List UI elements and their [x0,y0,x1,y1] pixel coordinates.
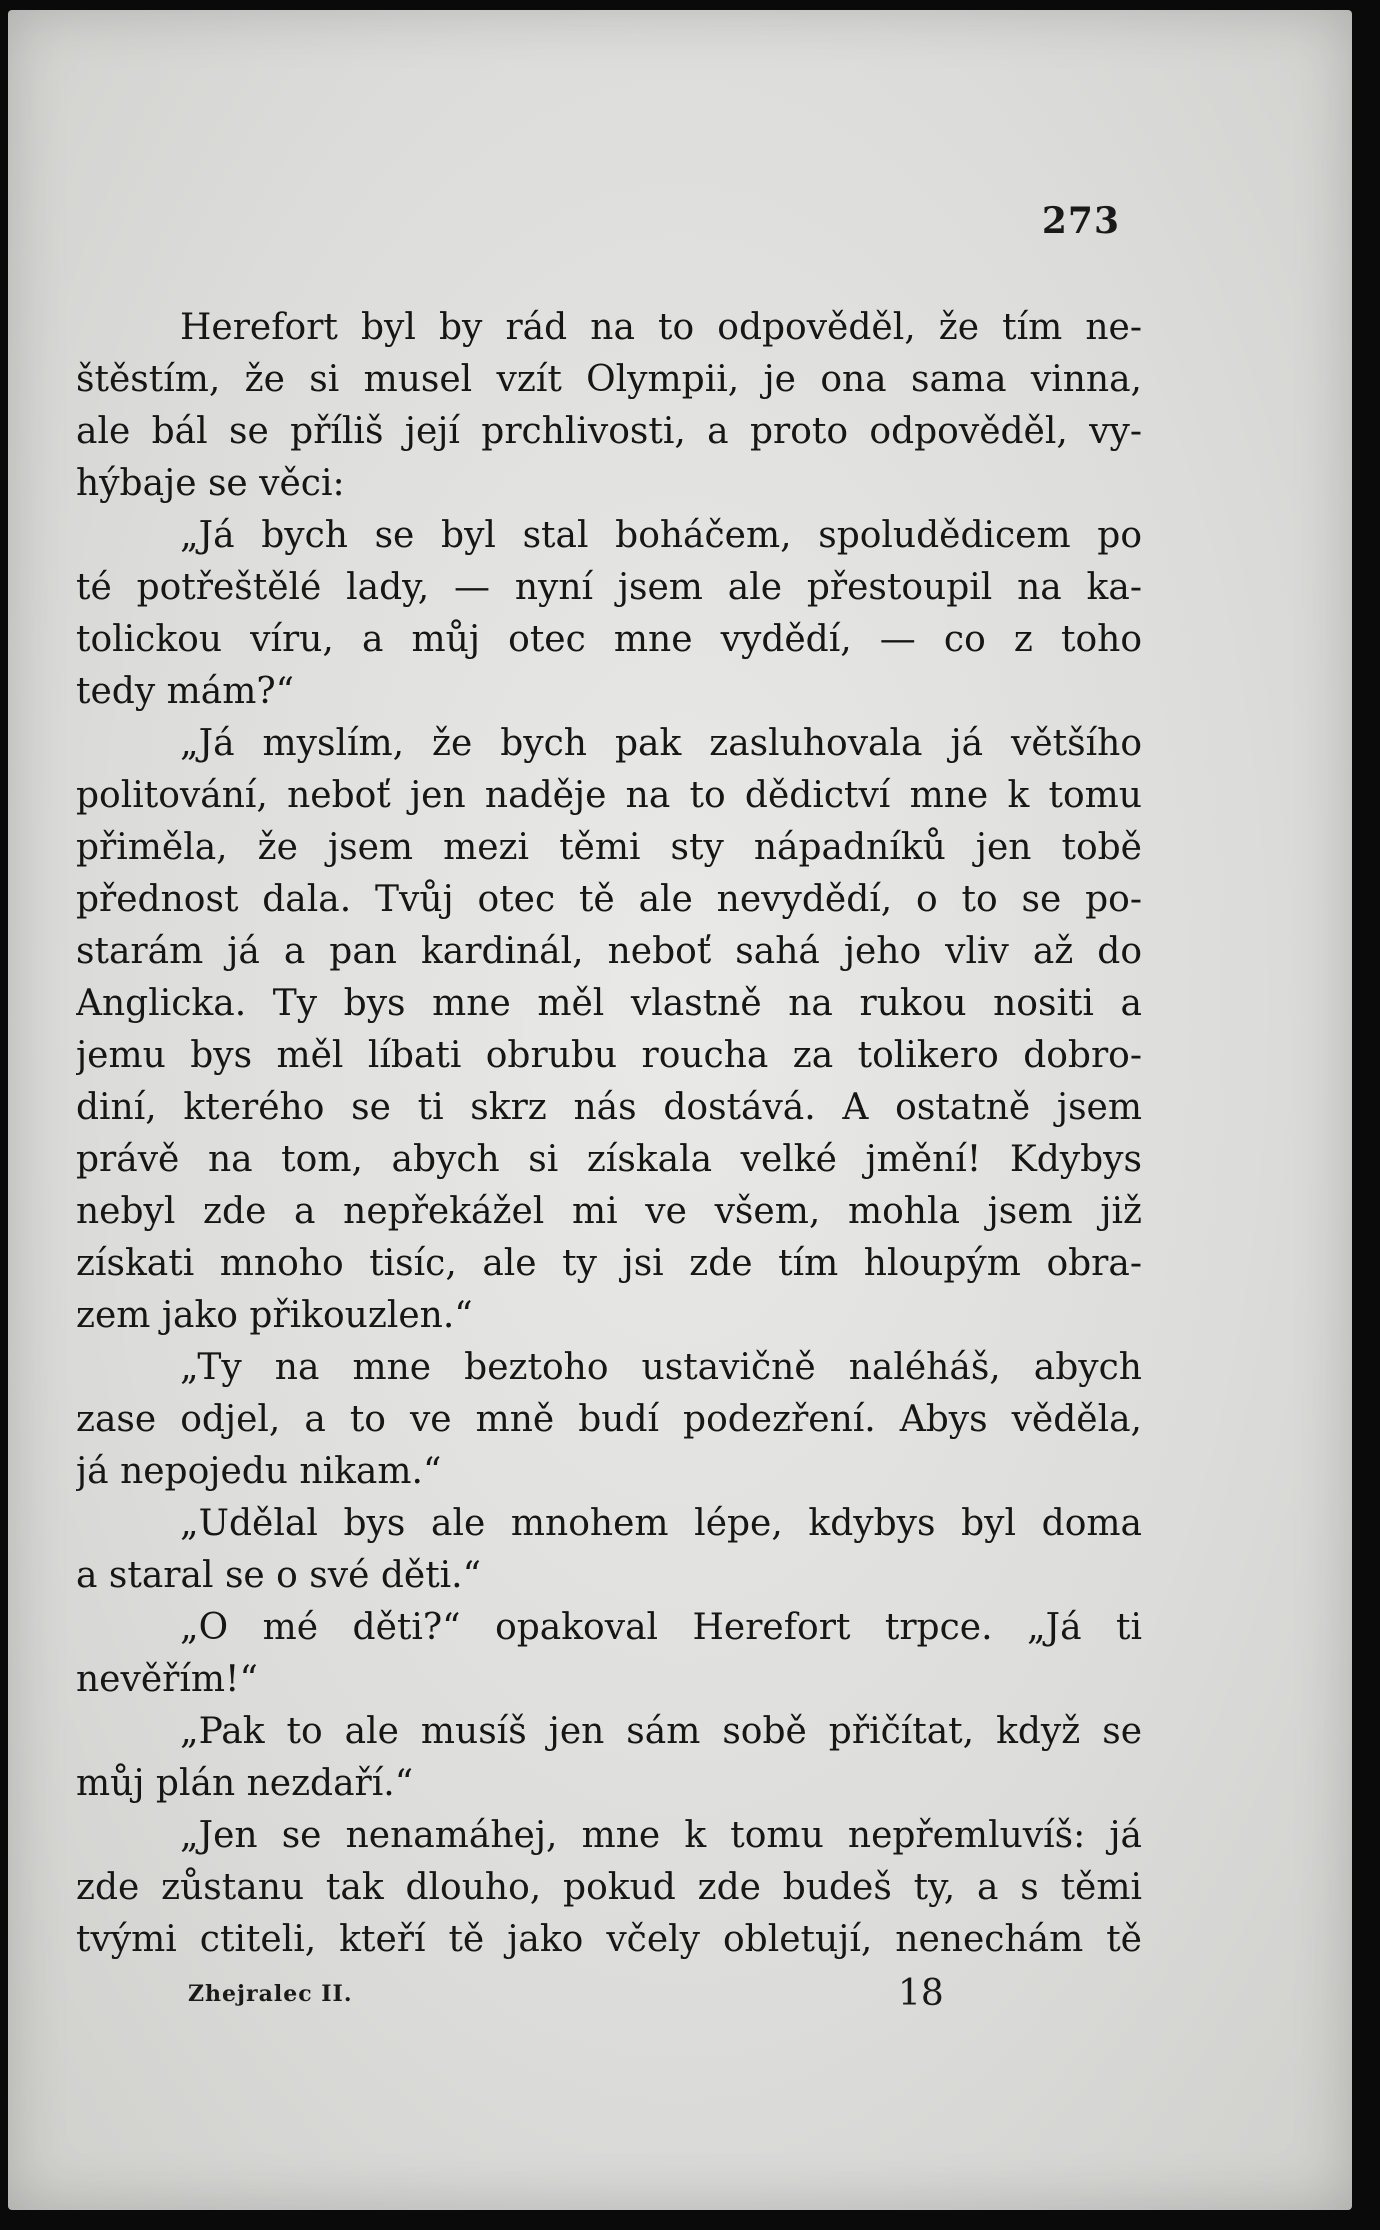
text-line: zase odjel, a to ve mně budí podezření. Abys věděla, [76,1399,1142,1440]
text-line: jemu bys měl líbati obrubu roucha za tolikero dobro- [76,1035,1142,1076]
text-line: starám já a pan kardinál, neboť sahá jeho vliv až do [76,931,1142,972]
text-line: zem jako přikouzlen.“ [76,1295,473,1336]
text-line: „Já bych se byl stal boháčem, spoludědicem po [180,515,1142,556]
sheet-number: 18 [898,1973,944,2014]
text-line: zde zůstanu tak dlouho, pokud zde budeš ty, a s těmi [76,1867,1142,1908]
text-line: „Pak to ale musíš jen sám sobě přičítat, když se [180,1711,1142,1752]
text-line: „O mé děti?“ opakoval Herefort trpce. „Já ti [180,1607,1142,1648]
text-line: já nepojedu nikam.“ [76,1451,442,1492]
text-line: hýbaje se věci: [76,463,345,504]
text-line: získati mnoho tisíc, ale ty jsi zde tím hloupým obra- [76,1243,1142,1284]
text-line: diní, kterého se ti skrz nás dostává. A ostatně jsem [76,1087,1142,1128]
text-line: tedy mám?“ [76,671,295,712]
text-line: a staral se o své děti.“ [76,1555,482,1596]
page-footer [188,1973,944,2023]
text-line: Herefort byl by rád na to odpověděl, že tím ne- [180,307,1142,348]
text-line: té potřeštělé lady, — nyní jsem ale přestoupil na ka- [76,567,1142,608]
text-line: „Já myslím, že bych pak zasluhovala já většího [180,723,1142,764]
text-line: politování, neboť jen naděje na to dědictví mne k tomu [76,775,1142,816]
printer-signature: Zhejralec II. [188,1981,353,2007]
text-line: můj plán nezdaří.“ [76,1763,414,1804]
text-line: štěstím, že si musel vzít Olympii, je ona sama vinna, [76,359,1142,400]
text-line: tvými ctiteli, kteří tě jako včely obletují, nenechám tě [76,1919,1142,1960]
book-page [8,10,1352,2210]
text-line: tolickou víru, a můj otec mne vydědí, — co z toho [76,619,1142,660]
text-line: právě na tom, abych si získala velké jmění! Kdybys [76,1139,1142,1180]
text-line: Anglicka. Ty bys mne měl vlastně na rukou nositi a [76,983,1142,1024]
body-text [76,302,1142,1966]
text-line: přednost dala. Tvůj otec tě ale nevydědí, o to se po- [76,879,1142,920]
text-line: nebyl zde a nepřekážel mi ve všem, mohla jsem již [76,1191,1142,1232]
text-line: přiměla, že jsem mezi těmi sty nápadníků jen tobě [76,827,1142,868]
page-number: 273 [1041,200,1120,242]
text-line: ale bál se příliš její prchlivosti, a proto odpověděl, vy- [76,411,1142,452]
text-line: „Ty na mne beztoho ustavičně naléháš, abych [180,1347,1142,1388]
text-line: „Jen se nenamáhej, mne k tomu nepřemluvíš: já [180,1815,1142,1856]
text-line: „Udělal bys ale mnohem lépe, kdybys byl doma [180,1503,1142,1544]
text-line: nevěřím!“ [76,1659,258,1700]
